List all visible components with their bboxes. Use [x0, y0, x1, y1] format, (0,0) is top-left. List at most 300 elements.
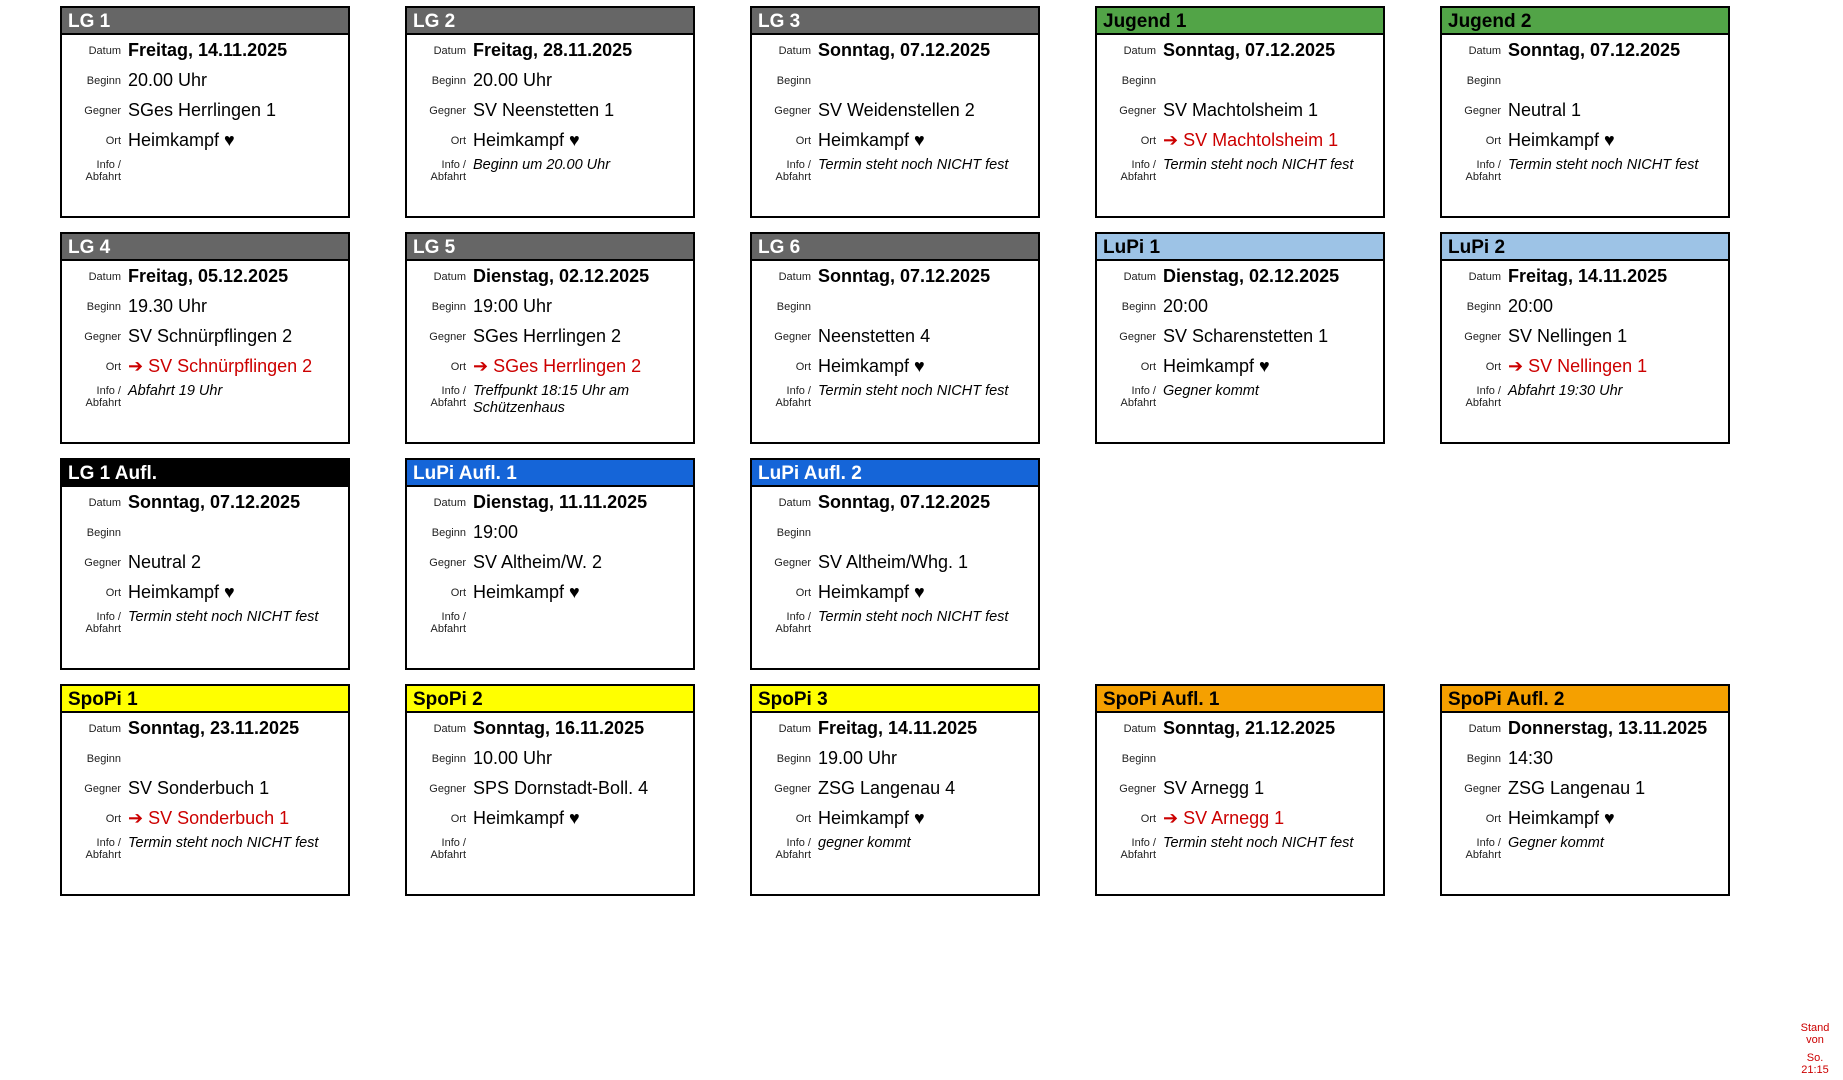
match-card-row [60, 232, 1780, 458]
match-date: Sonntag, 07.12.2025 [818, 492, 991, 512]
match-location: Heimkampf ♥ [818, 582, 925, 602]
match-card-title: SpoPi Aufl. 2 [1442, 686, 1728, 713]
match-info-note: Gegner kommt [1508, 835, 1604, 851]
match-opponent: Neenstetten 4 [818, 326, 931, 346]
field-label-info-abfahrt [62, 381, 126, 409]
match-info-note [471, 607, 473, 609]
field-label-gegner: Gegner [774, 557, 811, 569]
field-label-info: Info / [1476, 837, 1501, 849]
match-card-body[interactable] [60, 684, 350, 896]
match-opponent: SV Nellingen 1 [1508, 326, 1628, 346]
field-label-ort: Ort [795, 361, 811, 373]
field-label-info-abfahrt [1097, 155, 1161, 183]
field-label-info-abfahrt [62, 155, 126, 183]
field-row [62, 65, 348, 95]
match-card-body[interactable] [60, 458, 350, 670]
field-label-abfahrt: Abfahrt [430, 849, 466, 861]
field-label-info: Info / [1131, 385, 1156, 397]
match-date: Freitag, 05.12.2025 [128, 266, 289, 286]
match-opponent: SV Neenstetten 1 [473, 100, 615, 120]
match-date: Sonntag, 07.12.2025 [818, 266, 991, 286]
field-label-ort: Ort [450, 813, 466, 825]
match-opponent: SV Schnürpflingen 2 [128, 326, 293, 346]
match-card-fields [407, 487, 693, 647]
field-row [1442, 35, 1728, 65]
match-card-fields [62, 713, 348, 873]
match-info-note: Abfahrt 19 Uhr [128, 383, 223, 399]
field-label-datum: Datum [1123, 723, 1156, 735]
field-label-gegner: Gegner [774, 105, 811, 117]
match-card [750, 6, 1040, 218]
match-opponent: Neutral 2 [128, 552, 202, 572]
field-label-ort: Ort [1140, 813, 1156, 825]
field-label-info-abfahrt [1097, 833, 1161, 861]
field-label-ort: Ort [105, 813, 121, 825]
match-card-title: LuPi 2 [1442, 234, 1728, 261]
match-start-time: 20.00 Uhr [128, 70, 208, 90]
match-card-fields [62, 35, 348, 195]
match-card-fields [752, 35, 1038, 195]
match-card-row [60, 458, 1780, 684]
field-label-info-abfahrt [752, 607, 816, 635]
match-opponent: SV Weidenstellen 2 [818, 100, 975, 120]
match-card-title: LG 6 [752, 234, 1038, 261]
match-card [750, 232, 1040, 444]
field-label-gegner: Gegner [84, 557, 121, 569]
match-card-title: SpoPi 1 [62, 686, 348, 713]
match-card-body[interactable] [750, 232, 1040, 444]
match-date: Freitag, 14.11.2025 [128, 40, 288, 60]
field-label-info-abfahrt [62, 833, 126, 861]
field-row [1442, 803, 1728, 833]
field-label-info: Info / [441, 611, 466, 623]
match-card-title: LG 4 [62, 234, 348, 261]
match-card-title: LG 1 [62, 8, 348, 35]
field-label-beginn: Beginn [776, 527, 811, 539]
field-row [1442, 95, 1728, 125]
match-card-row [60, 684, 1780, 910]
field-label-info: Info / [96, 159, 121, 171]
field-label-datum: Datum [778, 723, 811, 735]
match-card-fields [407, 261, 693, 421]
field-row [407, 95, 693, 125]
match-card-title: Jugend 2 [1442, 8, 1728, 35]
field-row [1097, 125, 1383, 155]
field-row [752, 65, 1038, 95]
match-opponent: SV Sonderbuch 1 [128, 778, 270, 798]
match-card [60, 232, 350, 444]
match-card-body[interactable] [405, 684, 695, 896]
field-row [1097, 35, 1383, 65]
match-date: Sonntag, 07.12.2025 [818, 40, 991, 60]
match-date: Sonntag, 07.12.2025 [128, 492, 301, 512]
field-row [1442, 351, 1728, 381]
field-label-ort: Ort [795, 587, 811, 599]
field-label-info-abfahrt [752, 833, 816, 861]
field-label-info-abfahrt [1442, 833, 1506, 861]
match-location: Heimkampf ♥ [128, 130, 235, 150]
match-card-fields [62, 261, 348, 421]
stand-line-1: Stand [1800, 1022, 1830, 1034]
field-label-info-abfahrt [407, 607, 471, 635]
field-row [407, 577, 693, 607]
match-card [60, 684, 350, 896]
field-label-ort: Ort [105, 587, 121, 599]
field-label-info: Info / [1131, 159, 1156, 171]
field-label-abfahrt: Abfahrt [430, 623, 466, 635]
match-opponent: SGes Herrlingen 2 [473, 326, 622, 346]
match-location: ➔ SGes Herrlingen 2 [473, 356, 642, 376]
match-card-title: SpoPi Aufl. 1 [1097, 686, 1383, 713]
match-card [405, 684, 695, 896]
field-label-info: Info / [1476, 159, 1501, 171]
field-label-ort: Ort [450, 361, 466, 373]
field-row [1097, 261, 1383, 291]
match-date: Donnerstag, 13.11.2025 [1508, 718, 1708, 738]
match-card [1095, 684, 1385, 896]
field-label-gegner: Gegner [1119, 331, 1156, 343]
match-card-body[interactable] [750, 6, 1040, 218]
field-row [407, 351, 693, 381]
field-row [407, 65, 693, 95]
field-label-beginn: Beginn [1121, 75, 1156, 87]
match-start-time: 20.00 Uhr [473, 70, 553, 90]
field-label-info-abfahrt [1442, 381, 1506, 409]
match-card-body[interactable] [1095, 232, 1385, 444]
field-label-info-abfahrt [1097, 381, 1161, 409]
field-row [407, 291, 693, 321]
field-row [1097, 95, 1383, 125]
field-label-beginn: Beginn [431, 75, 466, 87]
field-label-datum: Datum [433, 723, 466, 735]
match-info-note: Gegner kommt [1163, 383, 1259, 399]
field-row [752, 351, 1038, 381]
field-label-datum: Datum [88, 45, 121, 57]
field-label-beginn: Beginn [1466, 301, 1501, 313]
match-info-note: Treffpunkt 18:15 Uhr am Schützenhaus [473, 383, 630, 416]
field-row [752, 743, 1038, 773]
match-date: Freitag, 28.11.2025 [473, 40, 633, 60]
field-row [407, 713, 693, 743]
match-location: ➔ SV Nellingen 1 [1508, 356, 1648, 376]
match-date: Sonntag, 21.12.2025 [1163, 718, 1336, 738]
field-row [1442, 321, 1728, 351]
field-label-ort: Ort [795, 135, 811, 147]
match-card-fields [1097, 35, 1383, 195]
field-label-gegner: Gegner [1119, 783, 1156, 795]
field-row [62, 577, 348, 607]
field-row-info [1442, 381, 1728, 421]
field-label-info-abfahrt [407, 155, 471, 183]
field-label-ort: Ort [1485, 813, 1501, 825]
match-card-fields [407, 713, 693, 873]
field-row-info [407, 381, 693, 421]
field-row-info [407, 833, 693, 873]
stand-line-4: 21:15 [1801, 1064, 1829, 1076]
stand-line-2: von [1806, 1034, 1824, 1046]
match-card [750, 458, 1040, 670]
field-row-info [1097, 155, 1383, 195]
match-date: Dienstag, 02.12.2025 [1163, 266, 1340, 286]
match-card-body[interactable] [1440, 6, 1730, 218]
field-label-info: Info / [1476, 385, 1501, 397]
match-info-note: Abfahrt 19:30 Uhr [1508, 383, 1623, 399]
match-card-fields [407, 35, 693, 195]
match-info-note: Termin steht noch NICHT fest [128, 835, 319, 851]
field-label-beginn: Beginn [1466, 753, 1501, 765]
match-info-note: Termin steht noch NICHT fest [1508, 157, 1699, 173]
field-label-beginn: Beginn [431, 753, 466, 765]
field-row-info [62, 155, 348, 195]
match-card-body[interactable] [405, 232, 695, 444]
match-card-title: LuPi 1 [1097, 234, 1383, 261]
match-start-time: 20:00 [1163, 296, 1209, 316]
field-label-datum: Datum [1468, 723, 1501, 735]
field-row [1442, 773, 1728, 803]
field-label-beginn: Beginn [1121, 301, 1156, 313]
field-row-info [1442, 833, 1728, 873]
field-label-abfahrt: Abfahrt [1120, 849, 1156, 861]
match-card-fields [1442, 35, 1728, 195]
match-card [1095, 6, 1385, 218]
field-row [752, 35, 1038, 65]
match-card-body[interactable] [60, 232, 350, 444]
field-label-beginn: Beginn [776, 753, 811, 765]
field-label-datum: Datum [778, 497, 811, 509]
match-card-body[interactable] [1095, 6, 1385, 218]
field-row-info [1442, 155, 1728, 195]
field-label-info: Info / [786, 837, 811, 849]
match-date: Sonntag, 16.11.2025 [473, 718, 645, 738]
match-date: Dienstag, 11.11.2025 [473, 492, 648, 512]
match-start-time: 19.30 Uhr [128, 296, 208, 316]
field-label-info-abfahrt [1442, 155, 1506, 183]
field-label-gegner: Gegner [84, 105, 121, 117]
field-row [407, 743, 693, 773]
field-row [62, 351, 348, 381]
match-location: ➔ SV Machtolsheim 1 [1163, 130, 1339, 150]
field-row [1442, 65, 1728, 95]
field-label-beginn: Beginn [86, 753, 121, 765]
match-card-fields [752, 487, 1038, 647]
field-label-abfahrt: Abfahrt [1120, 171, 1156, 183]
field-row [62, 517, 348, 547]
field-label-info-abfahrt [407, 833, 471, 861]
field-label-beginn: Beginn [86, 301, 121, 313]
match-card-body[interactable] [405, 6, 695, 218]
field-label-gegner: Gegner [84, 331, 121, 343]
field-label-beginn: Beginn [776, 75, 811, 87]
match-card [60, 6, 350, 218]
field-label-info: Info / [441, 837, 466, 849]
field-row [1097, 321, 1383, 351]
match-location: Heimkampf ♥ [473, 808, 580, 828]
field-row [752, 125, 1038, 155]
match-card-row [60, 6, 1780, 232]
field-label-info: Info / [441, 385, 466, 397]
match-location: Heimkampf ♥ [473, 582, 580, 602]
field-label-abfahrt: Abfahrt [775, 397, 811, 409]
field-row [62, 291, 348, 321]
field-row [752, 773, 1038, 803]
match-card-fields [1442, 713, 1728, 873]
field-label-abfahrt: Abfahrt [775, 171, 811, 183]
field-row [752, 577, 1038, 607]
match-date: Dienstag, 02.12.2025 [473, 266, 650, 286]
field-label-datum: Datum [433, 497, 466, 509]
match-opponent: SPS Dornstadt-Boll. 4 [473, 778, 649, 798]
match-card [1440, 6, 1730, 218]
match-info-note: Termin steht noch NICHT fest [818, 383, 1009, 399]
empty-slot [1095, 458, 1385, 670]
match-opponent: Neutral 1 [1508, 100, 1582, 120]
field-label-ort: Ort [1140, 135, 1156, 147]
match-location: Heimkampf ♥ [128, 582, 235, 602]
field-label-abfahrt: Abfahrt [85, 171, 121, 183]
field-row [752, 713, 1038, 743]
match-opponent: ZSG Langenau 1 [1508, 778, 1646, 798]
field-label-abfahrt: Abfahrt [1120, 397, 1156, 409]
match-card [1440, 232, 1730, 444]
field-label-abfahrt: Abfahrt [430, 397, 466, 409]
field-row [62, 261, 348, 291]
match-start-time: 10.00 Uhr [473, 748, 553, 768]
match-location: Heimkampf ♥ [818, 356, 925, 376]
field-row [407, 261, 693, 291]
match-date: Freitag, 14.11.2025 [818, 718, 978, 738]
field-label-abfahrt: Abfahrt [85, 397, 121, 409]
field-label-abfahrt: Abfahrt [1465, 171, 1501, 183]
match-card [750, 684, 1040, 896]
field-label-gegner: Gegner [429, 783, 466, 795]
field-label-abfahrt: Abfahrt [85, 849, 121, 861]
field-row [1442, 125, 1728, 155]
field-row [62, 773, 348, 803]
field-label-beginn: Beginn [86, 527, 121, 539]
field-label-beginn: Beginn [86, 75, 121, 87]
field-row-info [1097, 381, 1383, 421]
match-card-title: LuPi Aufl. 2 [752, 460, 1038, 487]
match-location: Heimkampf ♥ [818, 130, 925, 150]
match-card-body[interactable] [60, 6, 350, 218]
match-info-note: Termin steht noch NICHT fest [1163, 157, 1354, 173]
field-row [407, 321, 693, 351]
match-date: Sonntag, 07.12.2025 [1163, 40, 1336, 60]
match-date: Freitag, 14.11.2025 [1508, 266, 1668, 286]
field-label-info: Info / [96, 611, 121, 623]
field-row [407, 487, 693, 517]
match-info-note [471, 833, 473, 835]
field-label-info: Info / [786, 611, 811, 623]
match-location: Heimkampf ♥ [1508, 808, 1615, 828]
field-label-abfahrt: Abfahrt [85, 623, 121, 635]
field-label-gegner: Gegner [429, 331, 466, 343]
match-card-fields [1097, 261, 1383, 421]
field-label-beginn: Beginn [776, 301, 811, 313]
field-row [62, 95, 348, 125]
match-location: ➔ SV Arnegg 1 [1163, 808, 1285, 828]
match-opponent: SV Scharenstetten 1 [1163, 326, 1329, 346]
field-label-datum: Datum [778, 45, 811, 57]
match-location: Heimkampf ♥ [473, 130, 580, 150]
field-row [407, 125, 693, 155]
match-card-fields [62, 487, 348, 647]
match-card-fields [1442, 261, 1728, 421]
field-row [752, 517, 1038, 547]
field-row [752, 321, 1038, 351]
field-label-datum: Datum [1468, 45, 1501, 57]
field-label-info: Info / [786, 385, 811, 397]
field-label-datum: Datum [1123, 45, 1156, 57]
match-opponent: ZSG Langenau 4 [818, 778, 956, 798]
match-start-time: 19:00 Uhr [473, 296, 553, 316]
field-label-beginn: Beginn [1466, 75, 1501, 87]
field-label-ort: Ort [450, 587, 466, 599]
match-card [1440, 684, 1730, 896]
match-opponent: SGes Herrlingen 1 [128, 100, 277, 120]
field-row-info [752, 381, 1038, 421]
match-info-note [126, 155, 128, 157]
field-row-info [62, 833, 348, 873]
field-label-gegner: Gegner [774, 783, 811, 795]
field-row [1097, 803, 1383, 833]
empty-slot [1440, 458, 1730, 670]
match-card-body[interactable] [750, 458, 1040, 670]
match-card-body[interactable] [405, 458, 695, 670]
match-card-fields [752, 713, 1038, 873]
field-row-info [752, 607, 1038, 647]
match-card [405, 458, 695, 670]
field-row [1097, 743, 1383, 773]
match-card-title: SpoPi 2 [407, 686, 693, 713]
field-row [62, 487, 348, 517]
match-card-body[interactable] [1095, 684, 1385, 896]
match-card-fields [1097, 713, 1383, 873]
field-label-info-abfahrt [752, 381, 816, 409]
field-row [407, 773, 693, 803]
field-label-datum: Datum [433, 271, 466, 283]
field-label-gegner: Gegner [84, 783, 121, 795]
match-card-title: LG 3 [752, 8, 1038, 35]
match-info-note: Termin steht noch NICHT fest [1163, 835, 1354, 851]
field-label-ort: Ort [450, 135, 466, 147]
match-card-grid [60, 6, 1780, 910]
field-label-info: Info / [786, 159, 811, 171]
field-label-abfahrt: Abfahrt [775, 623, 811, 635]
match-start-time: 19:00 [473, 522, 519, 542]
field-row [1097, 351, 1383, 381]
field-row [62, 547, 348, 577]
field-label-datum: Datum [778, 271, 811, 283]
field-label-ort: Ort [1140, 361, 1156, 373]
field-label-gegner: Gegner [1464, 783, 1501, 795]
match-card-title: LG 5 [407, 234, 693, 261]
match-card-body[interactable] [1440, 232, 1730, 444]
stand-timestamp [1789, 1022, 1841, 1076]
field-label-info-abfahrt [62, 607, 126, 635]
field-label-info: Info / [96, 837, 121, 849]
field-label-abfahrt: Abfahrt [1465, 849, 1501, 861]
field-row [62, 125, 348, 155]
field-label-info: Info / [96, 385, 121, 397]
field-row [407, 35, 693, 65]
match-opponent: SV Arnegg 1 [1163, 778, 1265, 798]
field-label-abfahrt: Abfahrt [1465, 397, 1501, 409]
match-card-body[interactable] [1440, 684, 1730, 896]
match-info-note: Termin steht noch NICHT fest [818, 609, 1009, 625]
match-card-body[interactable] [750, 684, 1040, 896]
field-row [1442, 713, 1728, 743]
